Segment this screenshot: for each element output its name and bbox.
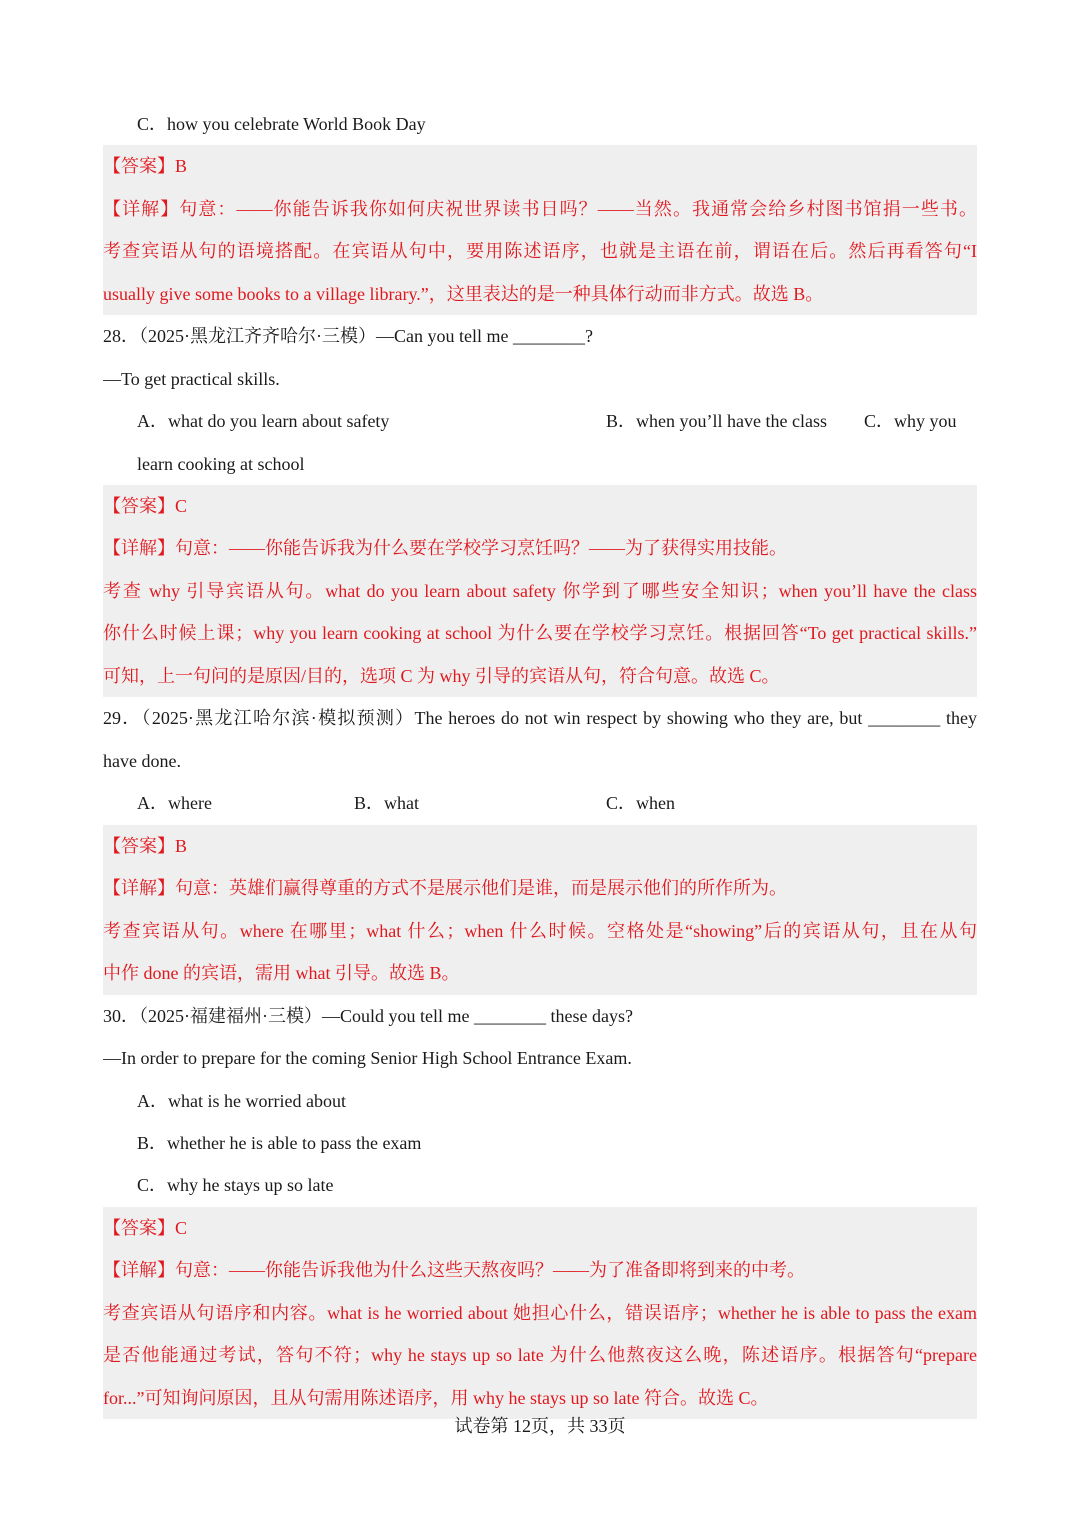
q30-option-b: B．whether he is able to pass the exam [137,1133,422,1154]
q28-option-c-continued: learn cooking at school [137,453,305,474]
q28-stem: 28．（2025·黑龙江齐齐哈尔·三模）—Can you tell me ________? [103,326,593,347]
page-footer: 试卷第 12页，共 33页 [454,1416,626,1436]
q28-explanation-line: 【详解】句意：——你能告诉我为什么要在学校学习烹饪吗？——为了获得实用技能。 [103,538,787,559]
q29-explanation-line: 【详解】句意：英雄们赢得尊重的方式不是展示他们是谁，而是展示他们的所作所为。 [103,878,787,899]
q30-reply: —In order to prepare for the coming Senior High School Entrance Exam. [103,1048,632,1069]
q27-answer-label: 【答案】B [103,156,188,177]
q29-stem-continued: have done. [103,750,181,771]
q27-explanation-line: 考查宾语从句的语境搭配。在宾语从句中，要用陈述语序，也就是主语在前，谓语在后。然后再看答句“I [103,241,977,262]
q27-explanation-line: usually give some books to a village library.”，这里表达的是一种具体行动而非方式。故选 B。 [103,283,824,304]
q28-answer-label: 【答案】C [103,495,188,516]
q30-answer-label: 【答案】C [103,1217,188,1238]
q30-explanation-line: 是否他能通过考试，答句不符；why he stays up so late 为什么他熬夜这么晚，陈述语序。根据答句“prepare [103,1345,977,1366]
q29-option-c: C．when [606,793,675,814]
q27-explanation-line: 【详解】句意：——你能告诉我你如何庆祝世界读书日吗？——当然。我通常会给乡村图书馆捐一些书。 [103,198,977,219]
q27-answer-box [103,145,977,315]
q30-explanation-line: 【详解】句意：——你能告诉我他为什么这些天熬夜吗？——为了准备即将到来的中考。 [103,1260,805,1281]
q30-option-c: C．why he stays up so late [137,1175,334,1196]
q30-explanation-line: 考查宾语从句语序和内容。what is he worried about 她担心什么，错误语序；whether he is able to pass the exam [103,1302,977,1323]
q28-options-row [103,400,977,442]
q29-option-a: A．where [137,793,212,814]
q30-answer-box [103,1207,977,1419]
q29-explanation-line: 考查宾语从句。where 在哪里；what 什么；when 什么时候。空格处是“showing”后的宾语从句，且在从句 [103,920,977,941]
q29-option-b: B．what [354,793,419,814]
q29-answer-label: 【答案】B [103,835,188,856]
q27-option-c: C．how you celebrate World Book Day [137,113,426,134]
q30-option-a: A．what is he worried about [137,1090,346,1111]
q28-explanation-line: 可知，上一句问的是原因/目的，选项 C 为 why 引导的宾语从句，符合句意。故选 C。 [103,665,780,686]
q28-option-b: B．when you’ll have the class [606,411,827,432]
q28-answer-box [103,485,977,697]
q29-answer-box [103,825,977,995]
q30-explanation-line: for...”可知询问原因，且从句需用陈述语序，用 why he stays up so late 符合。故选 C。 [103,1387,769,1408]
q28-explanation-line: 考查 why 引导宾语从句。what do you learn about safety 你学到了哪些安全知识；when you’ll have the class [103,580,977,601]
q29-stem: 29．（2025·黑龙江哈尔滨·模拟预测）The heroes do not win respect by showing who they are, but ________ they [103,708,977,729]
q28-explanation-line: 你什么时候上课；why you learn cooking at school 为什么要在学校学习烹饪。根据回答“To get practical skills.” [103,623,977,644]
q30-stem: 30．（2025·福建福州·三模）—Could you tell me ________ these days? [103,1005,633,1026]
q28-reply: —To get practical skills. [103,368,280,389]
exam-page-content [103,103,977,1420]
q29-options-row [103,782,977,824]
q28-option-a: A．what do you learn about safety [137,411,390,432]
q28-option-c: C．why you [864,411,957,432]
q29-explanation-line: 中作 done 的宾语，需用 what 引导。故选 B。 [103,963,460,984]
